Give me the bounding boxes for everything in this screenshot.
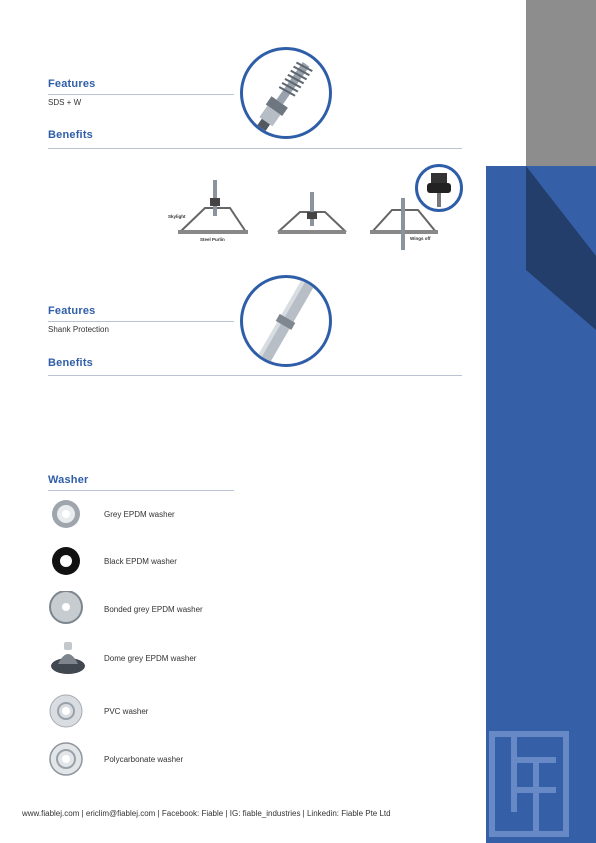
wings-off-label: Wings off	[410, 236, 431, 241]
washer-label: Bonded grey EPDM washer	[104, 605, 203, 614]
polycarbonate-washer-icon	[48, 741, 84, 777]
benefits-divider-2	[48, 375, 462, 376]
features-divider-2	[48, 321, 234, 322]
features-heading-2: Features	[48, 305, 96, 317]
washer-label: Polycarbonate washer	[104, 755, 184, 764]
washer-label: Black EPDM washer	[104, 557, 177, 566]
grey-epdm-washer-icon	[48, 498, 84, 534]
sds-washer-screw-image	[240, 47, 332, 139]
bonded-grey-epdm-washer-icon	[48, 591, 84, 627]
washer-label: Grey EPDM washer	[104, 510, 175, 519]
washer-item	[48, 498, 288, 538]
benefits-heading-2: Benefits	[48, 357, 93, 369]
washer-heading: Washer	[48, 474, 89, 486]
washer-item	[48, 640, 288, 680]
benefits-divider	[48, 148, 462, 149]
washer-item	[48, 693, 288, 733]
washer-detail-image	[415, 164, 463, 212]
features-heading: Features	[48, 78, 96, 90]
black-epdm-washer-icon	[48, 545, 84, 581]
skylight-label: Skylight	[168, 214, 186, 219]
features-text: SDS + W	[48, 98, 82, 107]
washer-item	[48, 741, 288, 781]
shank-protection-image	[240, 275, 332, 367]
decorative-panel-shapes	[486, 0, 596, 843]
features-divider	[48, 94, 234, 95]
washer-item	[48, 545, 288, 585]
washer-item	[48, 591, 288, 631]
pvc-washer-icon	[48, 693, 84, 729]
washer-divider	[48, 490, 234, 491]
washer-label: Dome grey EPDM washer	[104, 654, 197, 663]
steel-purlin-label: Steel Purlin	[200, 237, 225, 242]
features-text-2: Shank Protection	[48, 325, 109, 334]
washer-label: PVC washer	[104, 707, 149, 716]
footer-contact: www.fiablej.com | ericlim@fiablej.com | Facebook: Fiable | IG: fiable_industries | Linkedin: Fiable Pte Ltd	[22, 809, 391, 818]
dome-grey-epdm-washer-icon	[48, 640, 88, 676]
benefits-heading: Benefits	[48, 129, 93, 141]
